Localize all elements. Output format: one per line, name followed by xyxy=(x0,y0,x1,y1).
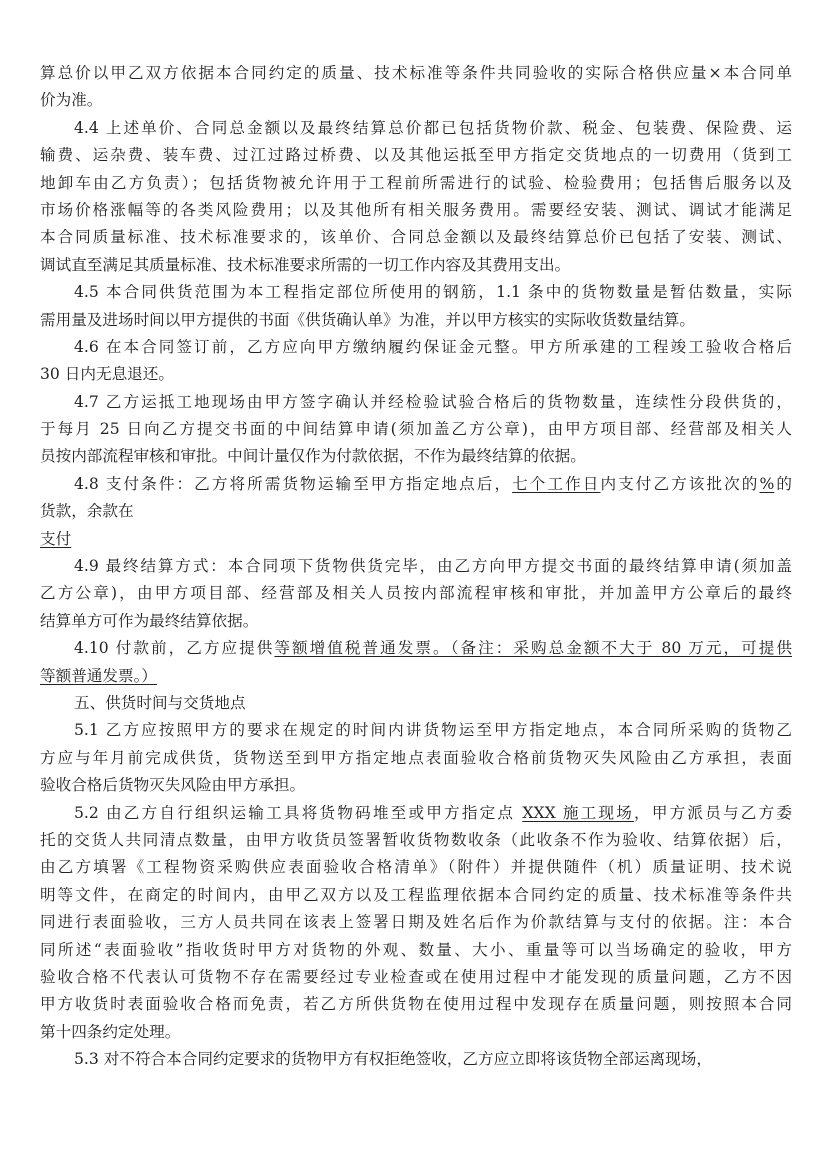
text-line xyxy=(40,909,792,936)
paragraph xyxy=(40,389,792,471)
paragraph xyxy=(40,553,792,635)
underlined-text: 等额普通发票。） xyxy=(40,666,157,685)
text-segment: 内支付乙方该批次的 xyxy=(600,474,760,493)
text-segment: 地卸车由乙方负责）；包括货物被允许用于工程前所需进行的试验、检验费用；包括售后服务以及 xyxy=(40,173,792,192)
text-line xyxy=(40,854,792,881)
text-line xyxy=(40,964,792,991)
text-line xyxy=(40,307,792,334)
text-segment: 于每月 25 日向乙方提交书面的中间结算申请(须加盖乙方公章)，由甲方项目部、经营部及相关人 xyxy=(40,420,792,439)
text-segment: 4.9 最终结算方式：本合同项下货物供货完毕，由乙方向甲方提交书面的最终结算申请(须加盖 xyxy=(74,557,792,576)
text-line xyxy=(40,224,792,251)
text-line xyxy=(40,1046,792,1073)
text-segment: 4.8 支付条件：乙方将所需货物运输至甲方指定地点后， xyxy=(74,474,513,493)
text-segment: 5.1 乙方应按照甲方的要求在规定的时间内讲货物运至甲方指定地点，本合同所采购的货物乙 xyxy=(74,721,792,740)
text-segment: 4.6 在本合同签订前，乙方应向甲方缴纳履约保证金元整。甲方所承建的工程竣工验收合格后 xyxy=(74,337,792,356)
text-line xyxy=(40,635,792,662)
underlined-text: % xyxy=(759,474,775,493)
text-segment: 的 xyxy=(774,474,792,493)
text-line xyxy=(40,252,792,279)
text-line xyxy=(40,60,792,87)
text-line xyxy=(40,471,792,498)
paragraph xyxy=(40,1046,792,1073)
text-segment: 本合同质量标准、技术标准要求的，该单价、合同总金额以及最终结算总价已包括了安装、测试、 xyxy=(40,228,792,247)
underlined-text: 等额增值税普通发票。（备注：采购总金额不大于 80 万元，可提供 xyxy=(274,639,792,658)
text-segment: 方应与年月前完成供货，货物送至到甲方指定地点表面验收合格前货物灭失风险由乙方承担，表面 xyxy=(40,748,792,767)
text-line xyxy=(40,170,792,197)
text-segment: 输费、运杂费、装车费、过江过路过桥费、以及其他运抵至甲方指定交货地点的一切费用（货到工 xyxy=(40,146,792,165)
paragraph xyxy=(40,690,792,717)
text-segment: 4.10 付款前，乙方应提供 xyxy=(74,639,275,658)
underlined-text: 七个工作日 xyxy=(512,474,601,493)
text-line xyxy=(40,991,792,1018)
text-segment: 需用量及进场时间以甲方提供的书面《供货确认单》为准，并以甲方核实的实际收货数量结算。 xyxy=(40,310,695,329)
text-segment: 5.3 对不符合本合同约定要求的货物甲方有权拒绝签收，乙方应立即将该货物全部运离现场， xyxy=(74,1050,712,1069)
text-line xyxy=(40,443,792,470)
text-line xyxy=(40,526,792,553)
text-segment: 乙方公章)，由甲方项目部、经营部及相关人员按内部流程审核和审批，并加盖甲方公章后的最终 xyxy=(40,584,792,603)
text-segment: 验收合格后货物灭失风险由甲方承担。 xyxy=(40,776,306,795)
paragraph xyxy=(40,800,792,1047)
text-line xyxy=(40,937,792,964)
text-segment: 货款，余款在 xyxy=(40,502,134,521)
text-line xyxy=(40,553,792,580)
text-segment: 30 日内无息退还。 xyxy=(40,365,174,384)
text-segment: 同进行表面验收，三方人员共同在该表上签署日期及姓名后作为价款结算与支付的依据。注：本合 xyxy=(40,913,792,932)
paragraph xyxy=(40,471,792,526)
text-line xyxy=(40,827,792,854)
text-segment: 算总价以甲乙双方依据本合同约定的质量、技术标准等条件共同验收的实际合格供应量×本合同单 xyxy=(40,64,792,82)
text-line xyxy=(40,498,792,525)
text-line xyxy=(40,580,792,607)
text-line xyxy=(40,87,792,114)
underlined-text: XXX 施工现场 xyxy=(522,803,635,822)
text-line xyxy=(40,361,792,388)
paragraph xyxy=(40,279,792,334)
text-line xyxy=(40,115,792,142)
text-line xyxy=(40,663,792,690)
text-segment: 甲方收货时表面验收合格而免责，若乙方所供货物在使用过程中发现存在质量问题，则按照本合同 xyxy=(40,995,792,1014)
text-segment: 4.4 上述单价、合同总金额以及最终结算总价都已包括货物价款、税金、包装费、保险费、运 xyxy=(74,118,792,137)
text-segment: 同所述“表面验收”指收货时甲方对货物的外观、数量、大小、重量等可以当场确定的验收，甲方 xyxy=(40,940,792,959)
text-line xyxy=(40,772,792,799)
paragraph xyxy=(40,526,792,553)
paragraph xyxy=(40,635,792,690)
text-line xyxy=(40,389,792,416)
text-segment: 市场价格涨幅等的各类风险费用；以及其他所有相关服务费用。需要经安装、测试、调试才能满足 xyxy=(40,200,792,219)
text-segment: 员按内部流程审核和审批。中间计量仅作为付款依据，不作为最终结算的依据。 xyxy=(40,447,586,466)
text-segment: 明等文件，在商定的时间内，由甲乙双方以及工程监理依据本合同约定的质量、技术标准等条件共 xyxy=(40,885,792,904)
underlined-text: 支付 xyxy=(40,529,72,548)
text-segment: ，甲方派员与乙方委 xyxy=(634,803,792,822)
paragraph xyxy=(40,60,792,115)
text-segment: 调试直至满足其质量标准、技术标准要求所需的一切工作内容及其费用支出。 xyxy=(40,255,571,274)
text-line xyxy=(40,717,792,744)
text-line xyxy=(40,745,792,772)
text-line xyxy=(40,800,792,827)
text-segment: 结算单方可作为最终结算依据。 xyxy=(40,611,259,630)
text-line xyxy=(40,334,792,361)
text-segment: 托的交货人共同清点数量，由甲方收货员签署暂收货物数收条（此收条不作为验收、结算依据）后， xyxy=(40,830,792,849)
text-line xyxy=(40,416,792,443)
text-segment: 价为准。 xyxy=(40,91,103,110)
text-line xyxy=(40,279,792,306)
text-segment: 由乙方填署《工程物资采购供应表面验收合格清单》（附件）并提供随件（机）质量证明、技术说 xyxy=(40,858,792,877)
text-line xyxy=(40,608,792,635)
document-page xyxy=(40,60,792,1073)
text-segment: 4.7 乙方运抵工地现场由甲方签字确认并经检验试验合格后的货物数量，连续性分段供货的， xyxy=(74,392,792,411)
text-line xyxy=(40,1019,792,1046)
text-line xyxy=(40,690,792,717)
text-line xyxy=(40,142,792,169)
paragraph xyxy=(40,115,792,279)
text-segment: 第十四条约定处理。 xyxy=(40,1022,181,1041)
text-segment: 验收合格不代表认可货物不存在需要经过专业检查或在使用过程中才能发现的质量问题，乙方不因 xyxy=(40,967,792,986)
text-segment: 五、供货时间与交货地点 xyxy=(74,693,246,712)
paragraph xyxy=(40,717,792,799)
paragraph xyxy=(40,334,792,389)
text-segment: 5.2 由乙方自行组织运输工具将货物码堆至或甲方指定点 xyxy=(74,803,523,822)
text-segment: 4.5 本合同供货范围为本工程指定部位所使用的钢筋，1.1 条中的货物数量是暂估数量，实际 xyxy=(74,283,792,302)
text-line xyxy=(40,197,792,224)
text-line xyxy=(40,882,792,909)
